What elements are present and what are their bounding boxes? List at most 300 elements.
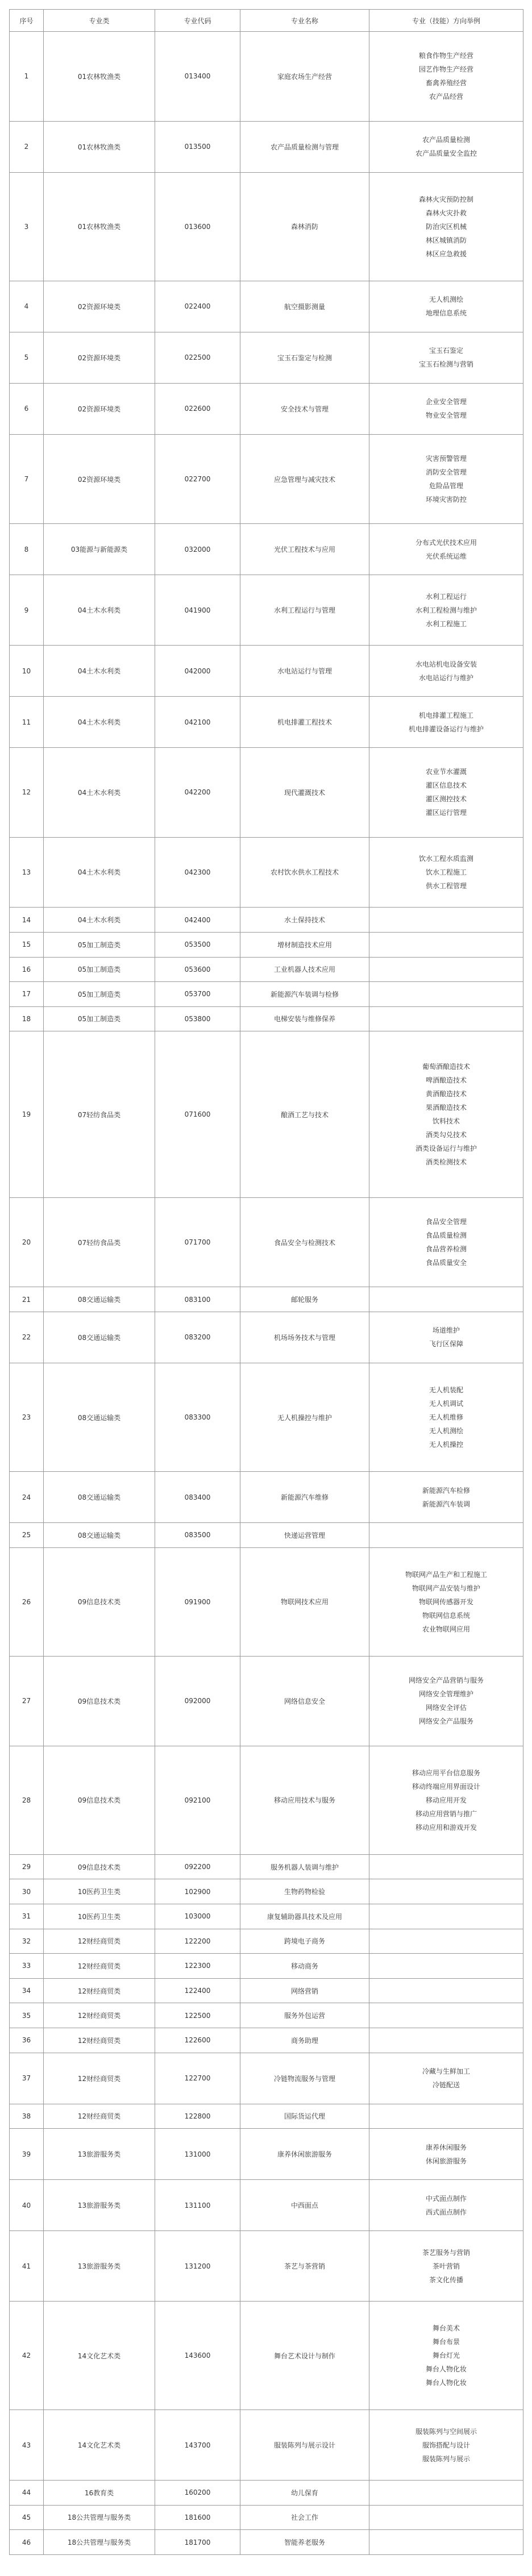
direction-item: 环境灾害防控: [425, 496, 467, 504]
cell-no: 4: [10, 281, 44, 332]
cell-directions: [369, 1929, 523, 1954]
cell-category: 08交通运输类: [44, 1363, 155, 1471]
cell-name: 新能源汽车维修: [240, 1472, 369, 1523]
cell-code: 160200: [155, 2480, 240, 2505]
cell-name: 中西面点: [240, 2180, 369, 2231]
cell-name: 光伏工程技术与应用: [240, 524, 369, 575]
direction-item: 森林火灾扑救: [425, 209, 467, 217]
direction-item: 无人机测绘: [429, 1427, 463, 1435]
cell-code: 091900: [155, 1547, 240, 1656]
direction-item: 农业物联网应用: [422, 1625, 470, 1633]
cell-category: 13旅游服务类: [44, 2231, 155, 2302]
cell-name: 水土保持技术: [240, 908, 369, 933]
cell-code: 032000: [155, 524, 240, 575]
cell-code: 013600: [155, 172, 240, 281]
direction-item: 酒类勾兑技术: [425, 1131, 467, 1139]
direction-item: 冷藏与生鲜加工: [422, 2067, 470, 2076]
table-row: [10, 332, 523, 383]
cell-code: 083100: [155, 1287, 240, 1312]
direction-item: 水利工程施工: [425, 619, 467, 628]
direction-item: 新能源汽车检修: [422, 1486, 470, 1495]
direction-item: 林区城镇消防: [425, 236, 467, 244]
direction-item: 物联网信息系统: [422, 1611, 470, 1620]
cell-no: 28: [10, 1746, 44, 1854]
cell-category: 13旅游服务类: [44, 2180, 155, 2231]
cell-no: 23: [10, 1363, 44, 1471]
cell-name: 工业机器人技术应用: [240, 957, 369, 982]
table-row: [10, 1657, 523, 1746]
cell-category: 07轻纺食品类: [44, 1197, 155, 1287]
direction-item: 网络安全评估: [425, 1704, 467, 1712]
cell-no: 46: [10, 2530, 44, 2555]
cell-code: 122400: [155, 1978, 240, 2003]
cell-no: 40: [10, 2180, 44, 2231]
direction-item: 灌区信息技术: [425, 781, 467, 790]
cell-code: 122800: [155, 2104, 240, 2129]
cell-code: 083400: [155, 1472, 240, 1523]
table-row: [10, 1954, 523, 1979]
cell-directions: [369, 1547, 523, 1656]
cell-code: 042300: [155, 837, 240, 908]
table-row: [10, 2053, 523, 2104]
direction-item: 食品质量安全: [425, 1259, 467, 1267]
cell-category: 09信息技术类: [44, 1547, 155, 1656]
cell-no: 6: [10, 383, 44, 434]
cell-category: 02资源环境类: [44, 434, 155, 524]
header-name: 专业名称: [240, 10, 369, 32]
direction-item: 宝玉石鉴定: [429, 347, 463, 355]
direction-item: 茶叶营销: [432, 2262, 460, 2270]
cell-no: 27: [10, 1657, 44, 1746]
cell-code: 131100: [155, 2180, 240, 2231]
table-row: [10, 121, 523, 172]
cell-no: 17: [10, 982, 44, 1007]
cell-category: 08交通运输类: [44, 1523, 155, 1548]
cell-no: 16: [10, 957, 44, 982]
cell-category: 05加工制造类: [44, 932, 155, 957]
cell-name: 冷链物流服务与管理: [240, 2053, 369, 2104]
direction-item: 食品安全管理: [425, 1218, 467, 1226]
header-directions: 专业（技能）方向举例: [369, 10, 523, 32]
cell-code: 143600: [155, 2301, 240, 2409]
cell-directions: [369, 2028, 523, 2053]
cell-no: 15: [10, 932, 44, 957]
table-row: [10, 1523, 523, 1548]
cell-name: 机场场务技术与管理: [240, 1312, 369, 1363]
cell-category: 01农林牧渔类: [44, 172, 155, 281]
cell-no: 13: [10, 837, 44, 908]
cell-name: 农产品质量检测与管理: [240, 121, 369, 172]
cell-directions: [369, 646, 523, 697]
table-row: [10, 697, 523, 748]
cell-no: 37: [10, 2053, 44, 2104]
direction-item: 农业节水灌溉: [425, 768, 467, 776]
cell-directions: [369, 281, 523, 332]
cell-no: 31: [10, 1904, 44, 1929]
direction-item: 机电排灌设备运行与维护: [408, 725, 484, 733]
cell-code: 092000: [155, 1657, 240, 1746]
table-row: [10, 1904, 523, 1929]
table-row: [10, 281, 523, 332]
cell-name: 酿酒工艺与技术: [240, 1031, 369, 1198]
direction-item: 舞台布景: [432, 2338, 460, 2346]
direction-item: 黄酒酿造技术: [425, 1090, 467, 1098]
cell-name: 网络信息安全: [240, 1657, 369, 1746]
direction-item: 无人机操控: [429, 1441, 463, 1449]
cell-no: 39: [10, 2129, 44, 2180]
header-code: 专业代码: [155, 10, 240, 32]
cell-code: 092200: [155, 1854, 240, 1879]
table-row: [10, 1547, 523, 1656]
header-category: 专业类: [44, 10, 155, 32]
cell-no: 1: [10, 32, 44, 122]
cell-directions: [369, 1031, 523, 1198]
direction-item: 葡萄酒酿造技术: [422, 1063, 470, 1071]
direction-item: 茶艺服务与营销: [422, 2248, 470, 2257]
direction-item: 食品营养检测: [425, 1245, 467, 1254]
cell-code: 022400: [155, 281, 240, 332]
direction-item: 林区应急救援: [425, 249, 467, 258]
direction-item: 舞台人物化妆: [425, 2365, 467, 2374]
cell-no: 35: [10, 2003, 44, 2028]
direction-item: 物联网传感器开发: [418, 1597, 473, 1606]
direction-item: 防治灾区机械: [425, 222, 467, 231]
majors-table: [9, 9, 523, 2555]
cell-code: 042200: [155, 748, 240, 838]
cell-name: 网络营销: [240, 1978, 369, 2003]
cell-directions: [369, 32, 523, 122]
cell-category: 04土木水利类: [44, 697, 155, 748]
cell-code: 181600: [155, 2505, 240, 2530]
table-row: [10, 2530, 523, 2555]
direction-item: 畜禽养殖经营: [425, 79, 467, 88]
cell-directions: [369, 172, 523, 281]
cell-name: 宝玉石鉴定与检测: [240, 332, 369, 383]
cell-name: 康养休闲旅游服务: [240, 2129, 369, 2180]
table-row: [10, 172, 523, 281]
cell-name: 应急管理与减灾技术: [240, 434, 369, 524]
cell-no: 21: [10, 1287, 44, 1312]
cell-directions: [369, 1363, 523, 1471]
cell-category: 10医药卫生类: [44, 1879, 155, 1904]
cell-directions: [369, 1312, 523, 1363]
cell-category: 01农林牧渔类: [44, 121, 155, 172]
direction-item: 物联网产品生产和工程施工: [405, 1570, 487, 1579]
cell-directions: [369, 2053, 523, 2104]
table-row: [10, 1312, 523, 1363]
direction-item: 饮料技术: [432, 1117, 460, 1126]
cell-no: 36: [10, 2028, 44, 2053]
table-row: [10, 1746, 523, 1854]
direction-item: 新能源汽车装调: [422, 1500, 470, 1508]
cell-code: 042400: [155, 908, 240, 933]
cell-category: 12财经商贸类: [44, 1954, 155, 1979]
cell-name: 社会工作: [240, 2505, 369, 2530]
cell-name: 无人机操控与维护: [240, 1363, 369, 1471]
table-row: [10, 1978, 523, 2003]
table-row: [10, 932, 523, 957]
cell-code: 022700: [155, 434, 240, 524]
direction-item: 休闲旅游服务: [425, 2157, 467, 2165]
cell-category: 08交通运输类: [44, 1472, 155, 1523]
cell-directions: [369, 332, 523, 383]
direction-item: 康养休闲服务: [425, 2143, 467, 2151]
table-row: [10, 383, 523, 434]
table-row: [10, 434, 523, 524]
direction-item: 地理信息系统: [425, 309, 467, 318]
cell-no: 38: [10, 2104, 44, 2129]
cell-no: 22: [10, 1312, 44, 1363]
cell-name: 水电站运行与管理: [240, 646, 369, 697]
cell-no: 29: [10, 1854, 44, 1879]
cell-category: 10医药卫生类: [44, 1904, 155, 1929]
cell-no: 18: [10, 1006, 44, 1031]
direction-item: 移动应用营销与推广: [415, 1809, 477, 1818]
direction-item: 移动应用平台信息服务: [412, 1768, 480, 1777]
cell-category: 08交通运输类: [44, 1312, 155, 1363]
cell-directions: [369, 1954, 523, 1979]
cell-directions: [369, 1854, 523, 1879]
cell-category: 03能源与新能源类: [44, 524, 155, 575]
cell-name: 森林消防: [240, 172, 369, 281]
cell-directions: [369, 1746, 523, 1854]
cell-category: 14文化艺术类: [44, 2301, 155, 2409]
cell-category: 02资源环境类: [44, 332, 155, 383]
cell-code: 131000: [155, 2129, 240, 2180]
table-row: [10, 32, 523, 122]
table-row: [10, 524, 523, 575]
direction-item: 农产品经营: [429, 93, 463, 101]
table-row: [10, 982, 523, 1007]
direction-item: 中式面点制作: [425, 2194, 467, 2203]
cell-name: 茶艺与茶营销: [240, 2231, 369, 2302]
cell-no: 10: [10, 646, 44, 697]
cell-category: 05加工制造类: [44, 957, 155, 982]
direction-item: 农产品质量检测: [422, 136, 470, 144]
cell-category: 02资源环境类: [44, 281, 155, 332]
cell-name: 航空摄影测量: [240, 281, 369, 332]
table-row: [10, 2301, 523, 2409]
cell-category: 18公共管理与服务类: [44, 2505, 155, 2530]
direction-item: 飞行区保障: [429, 1340, 463, 1349]
cell-no: 32: [10, 1929, 44, 1954]
direction-item: 果酒酿造技术: [425, 1104, 467, 1112]
cell-name: 机电排灌工程技术: [240, 697, 369, 748]
cell-directions: [369, 957, 523, 982]
table-row: [10, 957, 523, 982]
cell-name: 幼儿保育: [240, 2480, 369, 2505]
cell-no: 2: [10, 121, 44, 172]
table-row: [10, 2480, 523, 2505]
direction-item: 酒类设备运行与维护: [415, 1145, 477, 1153]
cell-code: 083500: [155, 1523, 240, 1548]
cell-code: 092100: [155, 1746, 240, 1854]
cell-directions: [369, 1472, 523, 1523]
table-row: [10, 2104, 523, 2129]
direction-item: 服装陈列与空间展示: [415, 2427, 477, 2436]
cell-directions: [369, 1523, 523, 1548]
table-row: [10, 1197, 523, 1287]
cell-category: 12财经商贸类: [44, 2028, 155, 2053]
cell-code: 013400: [155, 32, 240, 122]
table-row: [10, 2231, 523, 2302]
cell-name: 舞台艺术设计与制作: [240, 2301, 369, 2409]
direction-item: 光伏系统运维: [425, 552, 467, 560]
cell-directions: [369, 2180, 523, 2231]
cell-name: 服装陈列与展示设计: [240, 2410, 369, 2481]
table-row: [10, 2028, 523, 2053]
cell-no: 5: [10, 332, 44, 383]
cell-directions: [369, 1197, 523, 1287]
cell-code: 131200: [155, 2231, 240, 2302]
cell-category: 12财经商贸类: [44, 2003, 155, 2028]
cell-code: 122700: [155, 2053, 240, 2104]
direction-item: 无人机装配: [429, 1386, 463, 1395]
cell-category: 18公共管理与服务类: [44, 2530, 155, 2555]
cell-directions: [369, 1006, 523, 1031]
direction-item: 服装陈列与展示: [422, 2454, 470, 2463]
cell-directions: [369, 1657, 523, 1746]
direction-item: 食品质量检测: [425, 1231, 467, 1240]
cell-code: 181700: [155, 2530, 240, 2555]
direction-item: 水电站机电设备安装: [415, 660, 477, 668]
table-row: [10, 575, 523, 646]
cell-code: 022500: [155, 332, 240, 383]
cell-name: 食品安全与检测技术: [240, 1197, 369, 1287]
cell-code: 103000: [155, 1904, 240, 1929]
cell-code: 013500: [155, 121, 240, 172]
direction-item: 灌区测控技术: [425, 795, 467, 804]
cell-directions: [369, 1978, 523, 2003]
cell-name: 服务机器人装调与维护: [240, 1854, 369, 1879]
cell-category: 01农林牧渔类: [44, 32, 155, 122]
direction-item: 冷链配送: [432, 2081, 460, 2090]
direction-item: 宝玉石检测与营销: [418, 360, 473, 369]
direction-item: 舞台人物化妆: [425, 2379, 467, 2387]
cell-no: 24: [10, 1472, 44, 1523]
cell-directions: [369, 837, 523, 908]
cell-category: 09信息技术类: [44, 1657, 155, 1746]
cell-directions: [369, 932, 523, 957]
direction-item: 机电排灌工程施工: [418, 711, 473, 719]
cell-name: 国际货运代理: [240, 2104, 369, 2129]
cell-code: 053500: [155, 932, 240, 957]
table-row: [10, 1006, 523, 1031]
cell-no: 19: [10, 1031, 44, 1198]
cell-no: 20: [10, 1197, 44, 1287]
cell-no: 3: [10, 172, 44, 281]
direction-item: 物联网产品安装与维护: [412, 1584, 480, 1592]
table-header-row: [10, 10, 523, 32]
direction-item: 危险品管理: [429, 482, 463, 490]
cell-code: 042100: [155, 697, 240, 748]
cell-no: 9: [10, 575, 44, 646]
cell-no: 41: [10, 2231, 44, 2302]
cell-code: 053700: [155, 982, 240, 1007]
direction-item: 粮食作物生产经营: [418, 52, 473, 60]
table-row: [10, 1879, 523, 1904]
cell-no: 11: [10, 697, 44, 748]
cell-no: 30: [10, 1879, 44, 1904]
cell-no: 43: [10, 2410, 44, 2481]
direction-item: 灾害预警管理: [425, 455, 467, 463]
cell-category: 04土木水利类: [44, 646, 155, 697]
cell-directions: [369, 2410, 523, 2481]
cell-name: 智能养老服务: [240, 2530, 369, 2555]
direction-item: 网络安全产品服务: [418, 1717, 473, 1726]
direction-item: 水电站运行与维护: [418, 673, 473, 682]
cell-code: 053600: [155, 957, 240, 982]
cell-directions: [369, 2480, 523, 2505]
cell-category: 04土木水利类: [44, 575, 155, 646]
cell-code: 042000: [155, 646, 240, 697]
direction-item: 移动终端应用界面设计: [412, 1782, 480, 1791]
cell-category: 12财经商贸类: [44, 1929, 155, 1954]
cell-no: 34: [10, 1978, 44, 2003]
direction-item: 舞台灯光: [432, 2352, 460, 2360]
table-row: [10, 646, 523, 697]
direction-item: 网络安全管理维护: [418, 1690, 473, 1699]
cell-code: 041900: [155, 575, 240, 646]
direction-item: 服饰搭配与设计: [422, 2441, 470, 2449]
direction-item: 森林火灾预防控制: [418, 195, 473, 203]
cell-directions: [369, 121, 523, 172]
cell-directions: [369, 908, 523, 933]
cell-directions: [369, 2301, 523, 2409]
cell-directions: [369, 1287, 523, 1312]
cell-no: 42: [10, 2301, 44, 2409]
cell-directions: [369, 2104, 523, 2129]
table-row: [10, 1363, 523, 1471]
cell-code: 083200: [155, 1312, 240, 1363]
cell-category: 12财经商贸类: [44, 2053, 155, 2104]
header-no: 序号: [10, 10, 44, 32]
cell-directions: [369, 383, 523, 434]
cell-name: 现代灌溉技术: [240, 748, 369, 838]
table-row: [10, 2410, 523, 2481]
direction-item: 场道维护: [432, 1326, 460, 1335]
cell-directions: [369, 2231, 523, 2302]
table-body: [10, 32, 523, 2555]
cell-directions: [369, 524, 523, 575]
cell-directions: [369, 748, 523, 838]
cell-category: 05加工制造类: [44, 982, 155, 1007]
cell-code: 053800: [155, 1006, 240, 1031]
direction-item: 水利工程运行: [425, 592, 467, 601]
cell-name: 商务助理: [240, 2028, 369, 2053]
cell-directions: [369, 2003, 523, 2028]
table-row: [10, 1929, 523, 1954]
direction-item: 无人机测绘: [429, 296, 463, 304]
direction-item: 舞台美术: [432, 2324, 460, 2333]
cell-category: 14文化艺术类: [44, 2410, 155, 2481]
cell-code: 083300: [155, 1363, 240, 1471]
direction-item: 分布式光伏技术应用: [415, 538, 477, 547]
cell-code: 122600: [155, 2028, 240, 2053]
cell-directions: [369, 2129, 523, 2180]
cell-name: 移动应用技术与服务: [240, 1746, 369, 1854]
cell-name: 新能源汽车装调与检修: [240, 982, 369, 1007]
direction-item: 饮水工程施工: [425, 868, 467, 876]
table-row: [10, 2003, 523, 2028]
cell-directions: [369, 575, 523, 646]
direction-item: 消防安全管理: [425, 468, 467, 477]
cell-category: 13旅游服务类: [44, 2129, 155, 2180]
cell-code: 122500: [155, 2003, 240, 2028]
cell-name: 移动商务: [240, 1954, 369, 1979]
table-row: [10, 2505, 523, 2530]
cell-name: 生物药物检验: [240, 1879, 369, 1904]
